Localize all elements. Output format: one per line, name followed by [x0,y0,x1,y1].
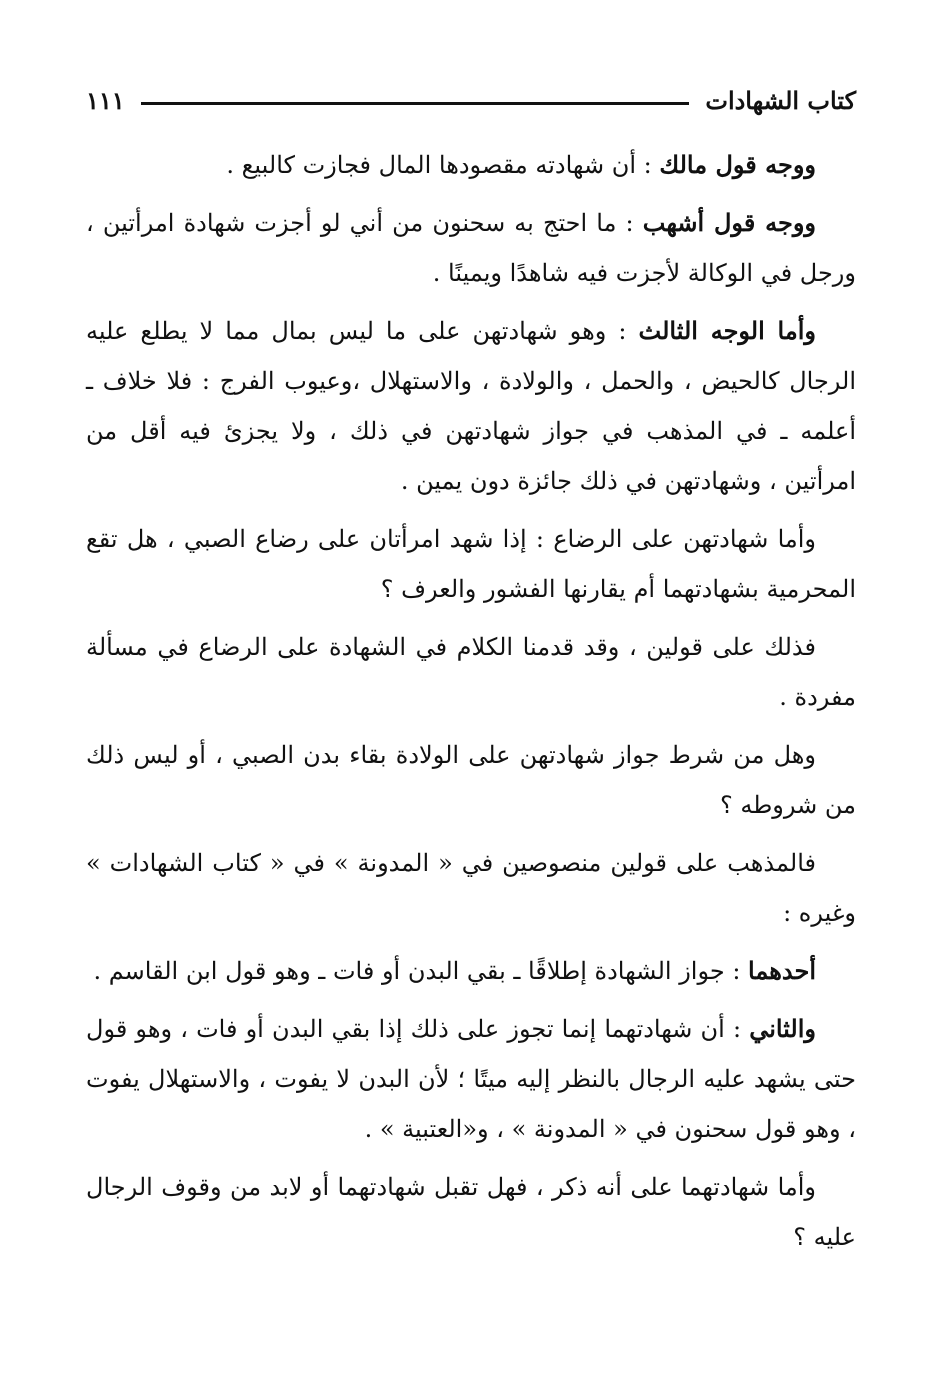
paragraph [86,198,856,298]
paragraph-text: : وهو شهادتهن على ما ليس بمال مما لا يطلع عليه الرجال كالحيض ، والحمل ، والولادة ، والاستهلال ،وعيوب الفرج : فلا خلاف ـ أعلمه ـ في المذهب في جواز شهادتهن في ذلك ، ولا يجزئ فيه أقل من امرأتين ، وشهادتهن في ذلك جائزة دون يمين . [86,317,856,495]
paragraph-lead: ووجه قول مالك [659,150,816,179]
paragraph [86,622,856,722]
page-body [86,140,856,1270]
paragraph [86,838,856,938]
page-number: ١١١ [86,85,125,115]
paragraph-text: : جواز الشهادة إطلاقًا ـ بقي البدن أو فات ـ وهو قول ابن القاسم . [93,957,741,985]
paragraph [86,730,856,830]
paragraph-text: وأما شهادتهن على الرضاع : إذا شهد امرأتان على رضاع الصبي ، هل تقع المحرمية بشهادتهما أم يقارنها الفشور والعرف ؟ [86,525,856,603]
paragraph-lead: ووجه قول أشهب [642,208,816,237]
paragraph-text: فذلك على قولين ، وقد قدمنا الكلام في الشهادة على الرضاع في مسألة مفردة . [86,633,856,711]
paragraph-text: : ما احتج به سحنون من أني لو أجزت شهادة امرأتين ، ورجل في الوكالة لأجزت فيه شاهدًا ويمينًا . [86,209,856,287]
paragraph [86,1162,856,1262]
paragraph-text: وهل من شرط جواز شهادتهن على الولادة بقاء بدن الصبي ، أو ليس ذلك من شروطه ؟ [86,741,856,819]
header-rule [141,102,690,105]
page-header [86,80,856,120]
paragraph [86,514,856,614]
paragraph [86,1004,856,1154]
paragraph [86,946,856,996]
paragraph-lead: والثاني [749,1014,816,1043]
paragraph-lead: أحدهما [748,956,816,985]
paragraph-text: : أن شهادته مقصودها المال فجازت كالبيع . [226,151,652,179]
paragraph-lead: وأما الوجه الثالث [638,316,816,345]
paragraph [86,306,856,506]
paragraph [86,140,856,190]
running-title: كتاب الشهادات [705,85,856,115]
paragraph-text: : أن شهادتهما إنما تجوز على ذلك إذا بقي البدن أو فات ، وهو قول حتى يشهد عليه الرجال بالنظر إليه ميتًا ؛ لأن البدن لا يفوت ، والاستهلال يفوت ، وهو قول سحنون في « المدونة » ، و«العتبية » . [86,1015,856,1143]
paragraph-text: وأما شهادتهما على أنه ذكر ، فهل تقبل شهادتهما أو لابد من وقوف الرجال عليه ؟ [86,1173,856,1251]
paragraph-text: فالمذهب على قولين منصوصين في « المدونة » في « كتاب الشهادات » وغيره : [86,849,856,927]
